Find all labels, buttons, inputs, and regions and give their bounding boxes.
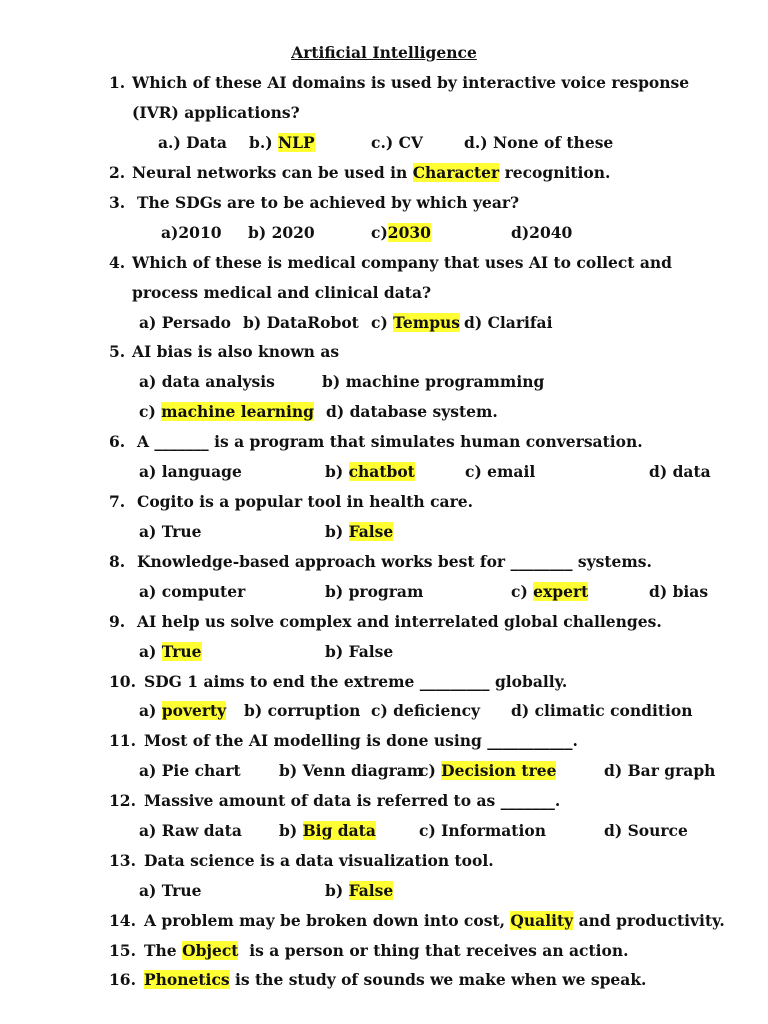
question-number: 9. [109,612,126,631]
answer-highlight: Phonetics [144,970,230,989]
question-number: 4. [109,253,126,272]
option-c: c) Tempus [371,313,461,332]
option-c: c) email [465,462,536,481]
question-text: Which of these AI domains is used by interactive voice response [132,73,690,92]
answer-highlight: 2030 [387,223,431,242]
option-c: c) expert [511,582,589,601]
question-text: Massive amount of data is referred to as _______. [144,791,561,810]
question-12 [109,791,561,811]
option-a: a) data analysis [139,372,275,391]
option-b: b) DataRobot [243,313,359,332]
answer-highlight: chatbot [348,462,415,481]
answer-highlight: poverty [161,701,227,720]
answer-highlight: expert [533,582,589,601]
option-c: c) Information [419,821,546,840]
option-a: a) language [139,462,242,481]
question-text: Knowledge-based approach works best for ________ systems. [137,552,652,571]
question-number: 15. [109,941,136,960]
question-number: 2. [109,163,126,182]
question-number: 10. [109,672,136,691]
option-a: a) computer [139,582,246,601]
question-13 [109,851,494,871]
option-d: d) bias [649,582,709,601]
option-d: d) data [649,462,711,481]
question-text: The Object is a person or thing that receives an action. [144,941,629,960]
option-b: b) chatbot [325,462,415,481]
question-text: Most of the AI modelling is done using ___________. [144,731,578,750]
page-title: Artificial Intelligence [291,43,477,62]
answer-highlight: False [348,881,394,900]
question-text: Data science is a data visualization tool. [144,851,494,870]
question-number: 6. [109,432,126,451]
question-16 [109,970,647,990]
option-b: b) program [325,582,424,601]
question-number: 3. [109,193,126,212]
question-2 [109,163,611,183]
question-text: Which of these is medical company that uses AI to collect and [132,253,672,272]
question-text: Neural networks can be used in Character recognition. [132,163,611,182]
option-a: a) poverty [139,701,227,720]
answer-highlight: Character [412,163,500,182]
option-b: b) 2020 [248,223,315,242]
option-c: c.) CV [371,133,423,152]
question-text: Phonetics is the study of sounds we make when we speak. [144,970,647,989]
question-number: 5. [109,342,126,361]
option-b: b) Venn diagram [279,761,424,780]
question-number: 11. [109,731,136,750]
question-number: 12. [109,791,136,810]
answer-highlight: NLP [277,133,315,152]
answer-highlight: Quality [510,911,574,930]
option-b: b) False [325,642,394,661]
option-a: a) Raw data [139,821,242,840]
option-c: c)2030 [371,223,431,242]
question-number: 14. [109,911,136,930]
question-number: 8. [109,552,126,571]
question-number: 1. [109,73,126,92]
option-d: d) Source [604,821,688,840]
question-text: AI bias is also known as [132,342,340,361]
question-text: Cogito is a popular tool in health care. [137,492,473,511]
question-1-continued: (IVR) applications? [132,103,300,122]
answer-highlight: Big data [302,821,376,840]
question-text: The SDGs are to be achieved by which year? [137,193,520,212]
option-b: b) False [325,881,394,900]
option-b: b) corruption [244,701,361,720]
answer-highlight: Tempus [393,313,461,332]
question-text: A problem may be broken down into cost, Quality and productivity. [144,911,725,930]
option-b: b) machine programming [322,372,545,391]
question-11 [109,731,578,751]
option-c: c) Decision tree [419,761,557,780]
answer-highlight: True [161,642,202,661]
option-a: a)2010 [161,223,222,242]
option-a: a) Pie chart [139,761,241,780]
answer-highlight: Object [182,941,239,960]
question-4-continued: process medical and clinical data? [132,283,432,302]
question-8 [109,552,652,572]
option-a: a) True [139,642,202,661]
option-d: d) Bar graph [604,761,716,780]
option-a: a.) Data [158,133,227,152]
question-6 [109,432,643,452]
question-10 [109,672,568,692]
option-a: a) True [139,522,202,541]
question-15 [109,941,629,961]
question-14 [109,911,725,931]
option-b: b.) NLP [249,133,315,152]
question-number: 16. [109,970,136,989]
option-a: a) True [139,881,202,900]
question-5 [109,342,340,362]
option-c: c) machine learning [139,402,314,421]
option-d: d.) None of these [464,133,614,152]
option-d: d) database system. [326,402,498,421]
option-c: c) deficiency [371,701,481,720]
question-7 [109,492,473,512]
option-d: d)2040 [511,223,573,242]
option-b: b) Big data [279,821,376,840]
question-4 [109,253,672,273]
question-number: 7. [109,492,126,511]
question-number: 13. [109,851,136,870]
question-3 [109,193,520,213]
option-a: a) Persado [139,313,231,332]
answer-highlight: Decision tree [441,761,557,780]
option-b: b) False [325,522,394,541]
question-text: SDG 1 aims to end the extreme _________ globally. [144,672,568,691]
answer-highlight: machine learning [161,402,314,421]
question-text: A _______ is a program that simulates human conversation. [137,432,643,451]
option-d: d) Clarifai [464,313,553,332]
question-text: AI help us solve complex and interrelated global challenges. [137,612,662,631]
option-d: d) climatic condition [511,701,693,720]
question-9 [109,612,662,632]
answer-highlight: False [348,522,394,541]
question-1 [109,73,690,93]
